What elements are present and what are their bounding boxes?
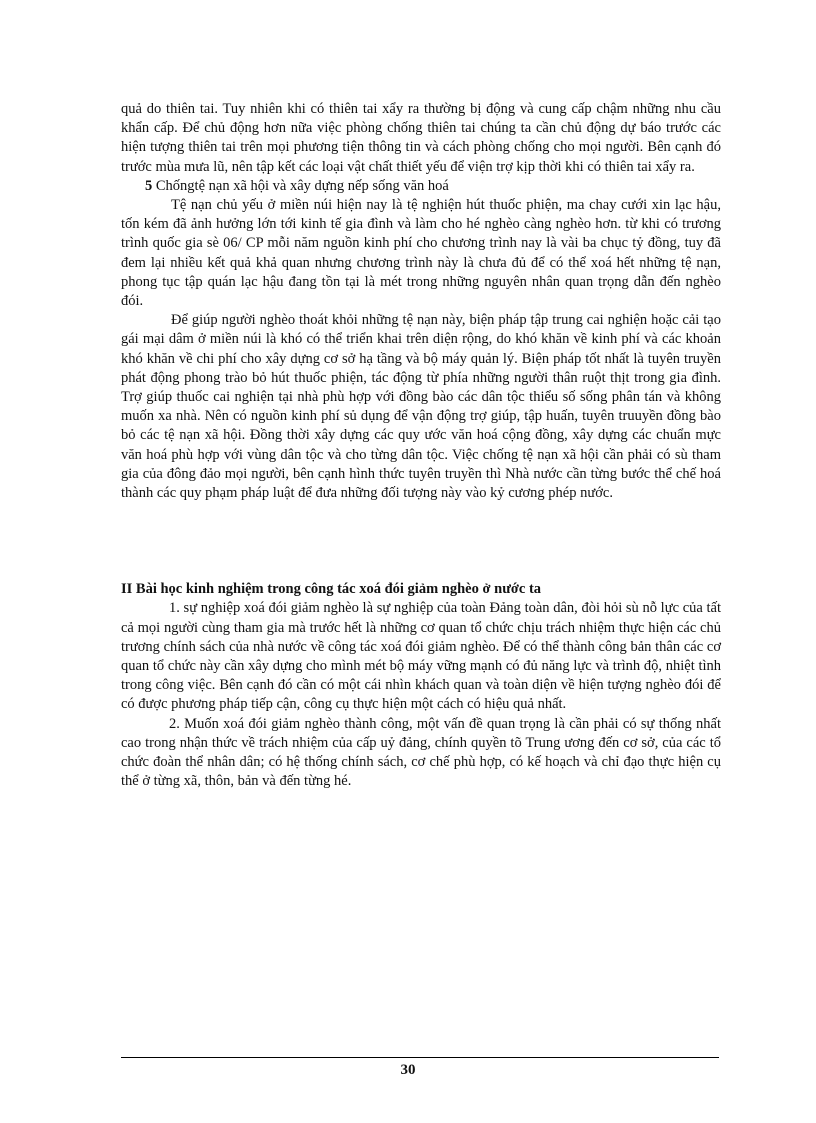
document-body bbox=[121, 100, 721, 792]
spacer bbox=[121, 503, 721, 580]
subsection-title: Chốngtệ nạn xã hội và xây dựng nếp sống văn hoá bbox=[155, 177, 449, 194]
paragraph-lesson-1: 1. sự nghiệp xoá đói giảm nghèo là sự nghiệp của toàn Đảng toàn dân, đòi hỏi sù nỗ lực của tất cả mọi người cùng tham gia mà trước hết là những cơ quan tổ chức chịu trách nhiệm thực hiện các chủ trương chính sách của nhà nước về công tác xoá đói giảm nghèo. Để có thể thành công bản thân các cơ quan tổ chức này cần xây dựng cho mình mét bộ máy vững mạnh có đủ năng lực và trình độ, nhiệt tình trong công việc. Bên cạnh đó cần có một cái nhìn khách quan và toàn diện về hiện tượng nghèo đói để có được phương pháp tiếp cận, công cụ thực hiện một cách có hiệu quả nhất. bbox=[121, 600, 721, 713]
subsection-number: 5 bbox=[145, 177, 153, 194]
section-heading: II Bài học kinh nghiệm trong công tác xoá đói giảm nghèo ở nước ta bbox=[121, 581, 542, 598]
paragraph-rehab-measures: Để giúp người nghèo thoát khỏi những tệ nạn này, biện pháp tập trung cai nghiện hoặc cải tạo gái mại dâm ở miền núi là khó có thể triển khai trên diện rộng, do khó khăn về kinh phí và các khoản khó khăn về chi phí cho xây dựng cơ sở hạ tầng và bộ máy quản lý. Biện pháp tốt nhất là tuyên truyền phát động phong trào bỏ hút thuốc phiện, tác động từ phía những người thân ruột thịt trong gia đình. Trợ giúp thuốc cai nghiện tại nhà phù hợp với đồng bào các dân tộc thiểu số sống phân tán và không muốn xa nhà. Nên có nguồn kinh phí sủ dụng để vận động trợ giúp, tập huấn, tuyên truuyền đồng bào bỏ các tệ nạn xã hội. Đồng thời xây dựng các quy ước văn hoá cộng đồng, xây dựng các chuẩn mực văn hoá phù hợp với vùng dân tộc và cho từng dân tộc. Việc chống tệ nạn xã hội cần phải có sù tham gia của đông đảo mọi người, bên cạnh hình thức tuyên truyền thì Nhà nước cần từng bước thể chế hoá thành các quy phạm pháp luật để đưa những đối tượng này vào kỷ cương phép nước. bbox=[121, 312, 721, 502]
paragraph-social-evils: Tệ nạn chủ yếu ở miền núi hiện nay là tệ nghiện hút thuốc phiện, ma chay cưới xin lạc hậu, tốn kém đã ảnh hưởng lớn tới kinh tế gia đình và làm cho hé nghèo càng nghèo hơn. từ khi có trương trình quốc gia sè 06/ CP mỗi năm nguồn kinh phí cho chương trình nay là vài ba chục tỷ đồng, tuy đã đem lại nhiều kết quả khả quan nhưng chương trình này là chưa đủ để có thể xoá hết những tệ nạn, phong tục tập quán lạc hậu đang tồn tại là mét trong những nguyên nhân quan trọng dẫn đến nghèo đói. bbox=[121, 197, 721, 310]
subsection-heading-5 bbox=[121, 177, 721, 196]
footer-divider bbox=[121, 1057, 719, 1058]
paragraph-lesson-2: 2. Muốn xoá đói giảm nghèo thành công, một vấn đề quan trọng là cần phải có sự thống nhất cao trong nhận thức về trách nhiệm của cấp uỷ đảng, chính quyền tõ Trung ương đến cơ sở, của các tổ chức đoàn thể nhân dân; có hệ thống chính sách, cơ chế phù hợp, có kế hoạch và chỉ đạo thực hiện cụ thể ở từng xã, thôn, bản và đến từng hé. bbox=[121, 715, 721, 790]
paragraph-disaster-response: quả do thiên tai. Tuy nhiên khi có thiên tai xẩy ra thường bị động và cung cấp chậm những nhu cầu khẩn cấp. Để chủ động hơn nữa việc phòng chống thiên tai chúng ta cần chủ động dự báo trước các hiện tượng thiên tai trên mọi phương tiện thông tin và cách phòng chống cho mọi người. Bên cạnh đó trước mùa mưa lũ, nên tập kết các loại vật chất thiết yếu để viện trợ kịp thời khi có thiên tai xẩy ra. bbox=[121, 101, 721, 175]
page-number: 30 bbox=[400, 1062, 416, 1078]
